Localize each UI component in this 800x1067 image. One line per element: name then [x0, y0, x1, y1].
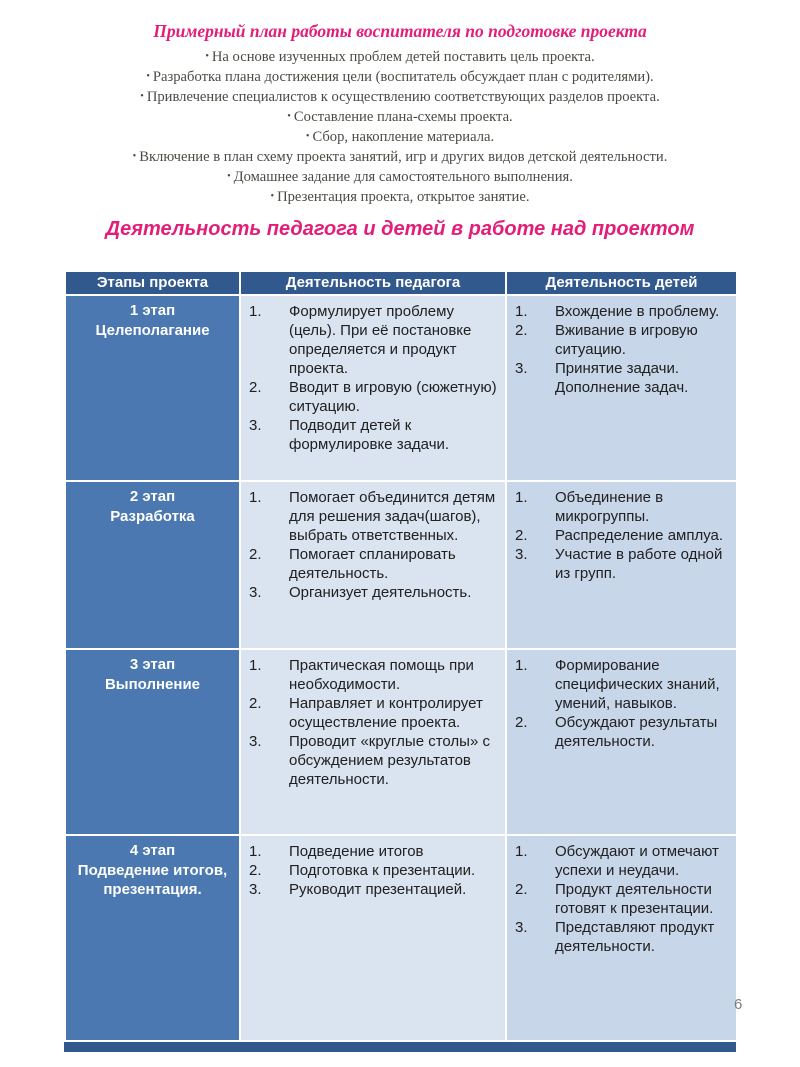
- pedagog-activities: [241, 302, 501, 454]
- children-activity: Объединение в микрогруппы.: [555, 488, 664, 525]
- stage-cell: [65, 649, 240, 835]
- pedagog-activity: Помогает спланировать деятельность.: [289, 545, 456, 582]
- pedagog-activity: Руководит презентацией.: [289, 880, 467, 898]
- children-activities: [507, 488, 732, 583]
- slide-subtitle: Деятельность педагога и детей в работе над проектом: [105, 217, 695, 240]
- children-activity: Обсуждают результаты деятельности.: [555, 713, 718, 750]
- plan-bullet: • Домашнее задание для самостоятельного выполнения.: [0, 168, 800, 188]
- children-activity: Принятие задачи. Дополнение задач.: [555, 359, 689, 396]
- table-row-stage-1: [65, 295, 737, 481]
- pedagog-activity: Вводит в игровую (сюжетную) ситуацию.: [289, 378, 497, 415]
- children-activity: Продукт деятельности готовят к презентации.: [555, 880, 714, 917]
- stage-cell: [65, 481, 240, 649]
- children-activity: Формирование специфических знаний, умений, навыков.: [555, 656, 720, 712]
- children-activities: [507, 842, 732, 956]
- stage-number: 2 этап: [129, 487, 176, 505]
- pedagog-activities: [241, 842, 501, 899]
- page-number: 6: [734, 996, 743, 1013]
- children-activity: Вживание в игровую ситуацию.: [555, 321, 698, 358]
- pedagog-activity: Подводит детей к формулировке задачи.: [289, 417, 450, 454]
- children-activity: Распределение амплуа.: [555, 526, 724, 544]
- children-activity: Участие в работе одной из групп.: [555, 545, 723, 582]
- pedagog-activities: [241, 488, 501, 602]
- stage-number: 3 этап: [129, 655, 176, 673]
- col-header-children: Деятельность детей: [506, 271, 737, 295]
- stage-name: Разработка: [110, 507, 195, 525]
- col-header-pedagog: Деятельность педагога: [240, 271, 506, 295]
- pedagog-cell: [240, 649, 506, 835]
- table-row-stage-4: [65, 835, 737, 1041]
- pedagog-activity: Организует деятельность.: [289, 583, 472, 601]
- table-row-stage-2: [65, 481, 737, 649]
- stage-number: 1 этап: [129, 301, 176, 319]
- slide-title: Примерный план работы воспитателя по подготовке проекта: [153, 21, 647, 41]
- children-cell: [506, 481, 737, 649]
- stage-name: Целеполагание: [95, 321, 210, 339]
- table-bottom-border: [64, 1042, 736, 1052]
- children-activities: [507, 302, 732, 397]
- pedagog-cell: [240, 295, 506, 481]
- plan-bullet: • Составление плана-схемы проекта.: [0, 108, 800, 128]
- pedagog-activity: Помогает объединится детям для решения задач(шагов), выбрать ответственных.: [289, 488, 496, 544]
- stage-cell: [65, 295, 240, 481]
- pedagog-activity: Формулирует проблему (цель). При её постановке определяется и продукт проекта.: [289, 302, 472, 377]
- pedagog-cell: [240, 481, 506, 649]
- children-cell: [506, 295, 737, 481]
- pedagog-activity: Направляет и контролирует осуществление проекта.: [289, 694, 483, 731]
- plan-bullet: • Сбор, накопление материала.: [0, 128, 800, 148]
- pedagog-activity: Подведение итогов: [289, 842, 424, 860]
- children-activity: Обсуждают и отмечают успехи и неудачи.: [555, 842, 719, 879]
- col-header-stages: Этапы проекта: [65, 271, 240, 295]
- children-cell: [506, 835, 737, 1041]
- stage-name: Подведение итогов, презентация.: [77, 861, 228, 899]
- pedagog-activity: Практическая помощь при необходимости.: [289, 656, 474, 693]
- pedagog-activity: Проводит «круглые столы» с обсуждением результатов деятельности.: [289, 732, 490, 789]
- table-row-stage-3: [65, 649, 737, 835]
- children-activity: Вхождение в проблему.: [555, 302, 720, 320]
- plan-bullet-list: [0, 48, 800, 208]
- pedagog-activities: [241, 656, 501, 789]
- plan-bullet: • Презентация проекта, открытое занятие.: [0, 188, 800, 208]
- plan-bullet: • Привлечение специалистов к осуществлению соответствующих разделов проекта.: [0, 88, 800, 108]
- plan-bullet: • Включение в план схему проекта занятий, игр и других видов детской деятельности.: [0, 148, 800, 168]
- children-activity: Представляют продукт деятельности.: [555, 918, 715, 955]
- pedagog-activity: Подготовка к презентации.: [289, 861, 476, 879]
- children-cell: [506, 649, 737, 835]
- stage-number: 4 этап: [129, 841, 176, 859]
- stage-cell: [65, 835, 240, 1041]
- children-activities: [507, 656, 732, 751]
- activity-table: [64, 270, 738, 1042]
- stage-name: Выполнение: [104, 675, 201, 693]
- pedagog-cell: [240, 835, 506, 1041]
- plan-bullet: • Разработка плана достижения цели (воспитатель обсуждает план с родителями).: [0, 68, 800, 88]
- table-header-row: [65, 271, 737, 295]
- plan-bullet: • На основе изученных проблем детей поставить цель проекта.: [0, 48, 800, 68]
